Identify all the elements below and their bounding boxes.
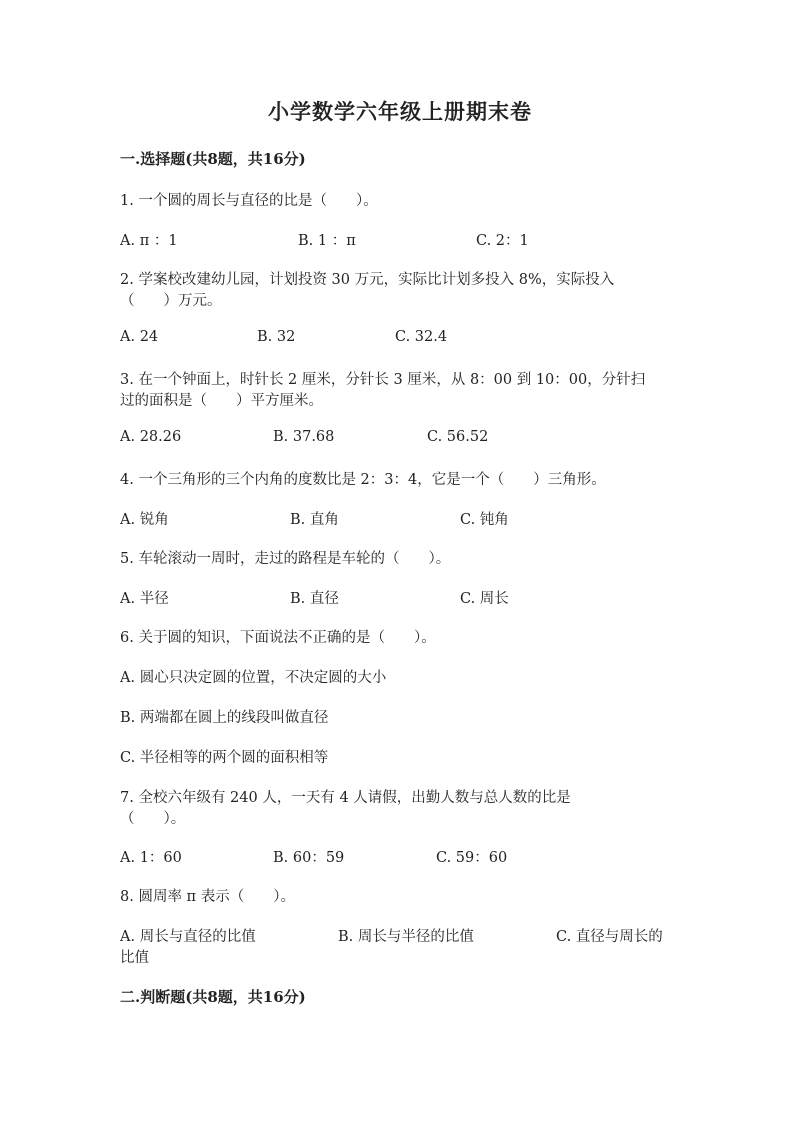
question-5-option-c: C. 周长 — [460, 591, 509, 607]
question-7-text-cont: （ ）。 — [120, 811, 186, 827]
question-1-option-b: B. 1 ：π — [298, 233, 356, 249]
question-7-text: 7. 全校六年级有 240 人，一天有 4 人请假，出勤人数与总人数的比是 — [120, 790, 571, 806]
question-4-text: 4. 一个三角形的三个内角的度数比是 2：3：4，它是一个（ ）三角形。 — [120, 472, 606, 488]
question-4-option-a: A. 锐角 — [120, 512, 169, 528]
page-title: 小学数学六年级上册期末卷 — [268, 99, 532, 124]
question-8-option-a: A. 周长与直径的比值 — [120, 929, 256, 945]
question-3-option-b: B. 37.68 — [273, 429, 335, 445]
question-7-option-b: B. 60：59 — [273, 850, 345, 866]
question-2-text-cont: （ ）万元。 — [120, 293, 222, 309]
question-5-option-a: A. 半径 — [120, 591, 169, 607]
question-8-option-b: B. 周长与半径的比值 — [338, 929, 474, 945]
question-2-option-a: A. 24 — [120, 329, 159, 345]
question-5-option-b: B. 直径 — [290, 591, 339, 607]
question-8-option-c: C. 直径与周长的 — [556, 929, 663, 945]
question-1-option-c: C. 2：1 — [476, 233, 529, 249]
question-6-option-b: B. 两端都在圆上的线段叫做直径 — [120, 710, 329, 726]
question-4-option-c: C. 钝角 — [460, 512, 509, 528]
section-heading-judgement: 二.判断题(共8题，共16分) — [120, 988, 306, 1006]
question-3-text-cont: 过的面积是（ ）平方厘米。 — [120, 393, 323, 409]
question-3-option-c: C. 56.52 — [427, 429, 489, 445]
question-7-option-a: A. 1：60 — [120, 850, 182, 866]
question-2-option-c: C. 32.4 — [395, 329, 448, 345]
question-3-text: 3. 在一个钟面上，时针长 2 厘米，分针长 3 厘米，从 8：00 到 10：00，分针扫 — [120, 372, 646, 388]
question-8-text: 8. 圆周率 π 表示（ ）。 — [120, 889, 295, 905]
question-4-option-b: B. 直角 — [290, 512, 339, 528]
question-5-text: 5. 车轮滚动一周时，走过的路程是车轮的（ ）。 — [120, 551, 451, 567]
question-1-text: 1. 一个圆的周长与直径的比是（ ）。 — [120, 193, 378, 209]
question-6-option-a: A. 圆心只决定圆的位置，不决定圆的大小 — [120, 670, 387, 686]
question-8-option-a-cont: 比值 — [120, 950, 149, 966]
question-6-text: 6. 关于圆的知识，下面说法不正确的是（ ）。 — [120, 630, 436, 646]
section-heading-choice: 一.选择题(共8题，共16分) — [120, 150, 306, 168]
question-3-option-a: A. 28.26 — [120, 429, 182, 445]
question-7-option-c: C. 59：60 — [436, 850, 508, 866]
question-2-option-b: B. 32 — [257, 329, 296, 345]
question-1-option-a: A. π ：1 — [120, 233, 178, 249]
question-2-text: 2. 学案校改建幼儿园，计划投资 30 万元，实际比计划多投入 8%，实际投入 — [120, 272, 615, 288]
question-6-option-c: C. 半径相等的两个圆的面积相等 — [120, 750, 329, 766]
